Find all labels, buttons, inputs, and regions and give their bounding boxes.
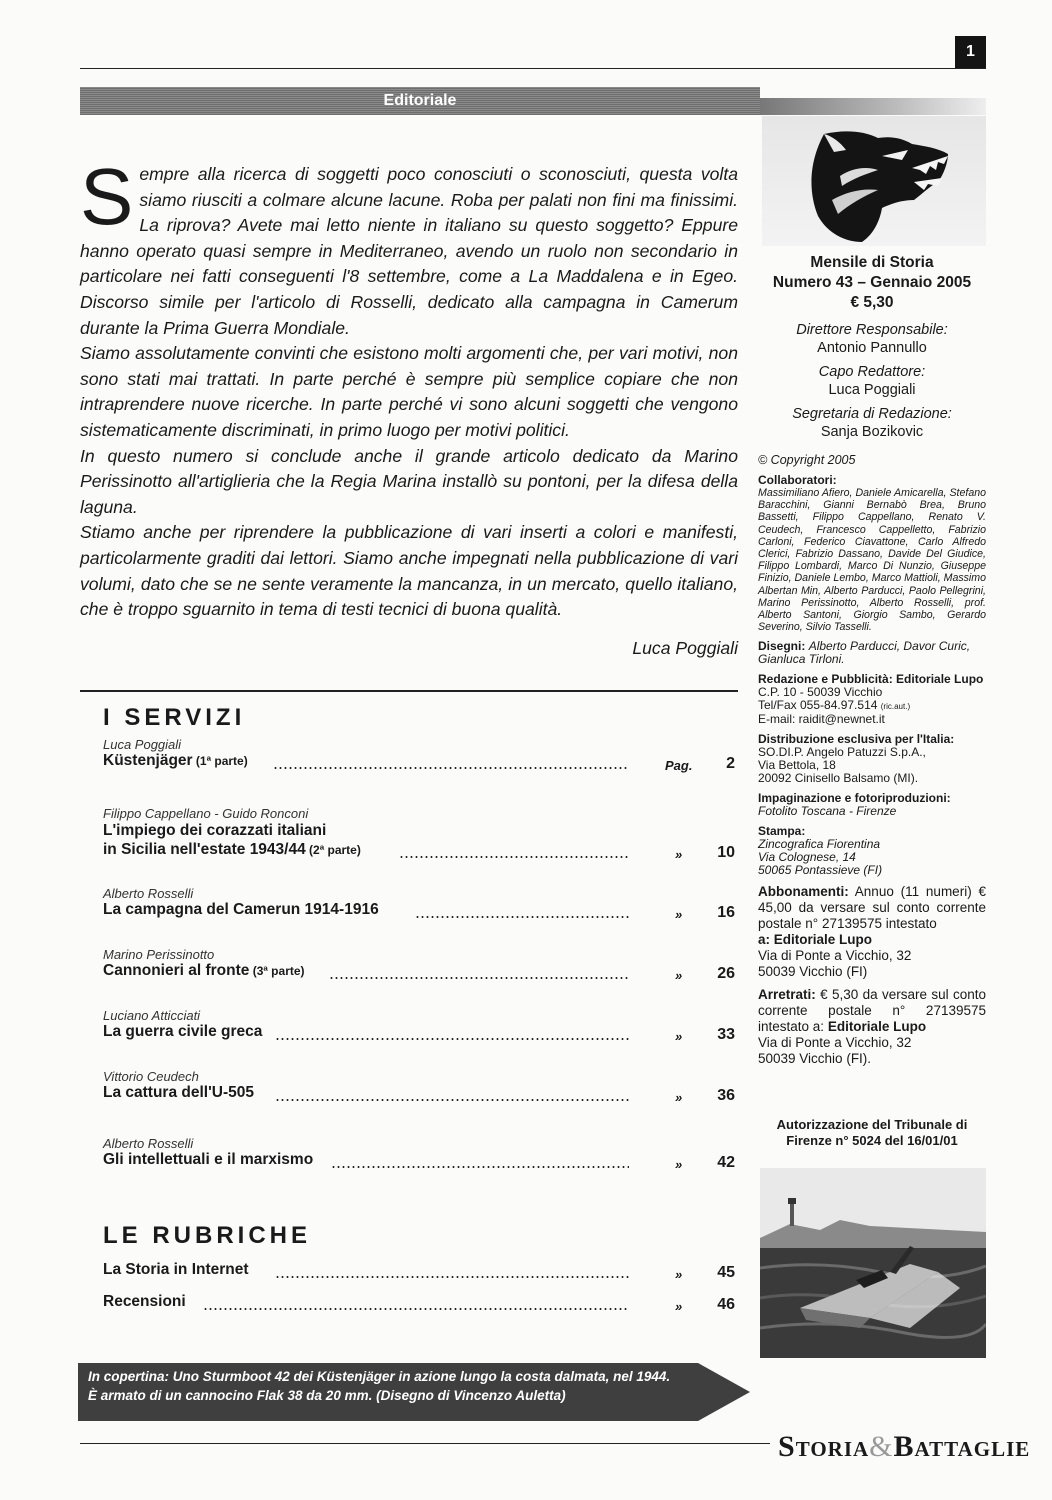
- editorial-paragraph-text: empre alla ricerca di soggetti poco conosciuti o sconosciuti, questa volta siamo riusciti a colmare alcune lacune. Roba per palati non fini ma finissimi. La riprova? Avete mai letto niente in italiano su questo soggetto? Eppure hanno operato quasi sempre in Mediterraneo, avendo un ruolo non secondario in particolare nei fatti conseguenti l'8 settembre, come a La Maddalena e in Egeo. Discorso simile per l'articolo di Rosselli, dedicato alla campagna in Camerum durante la Prima Guerra Mondiale.: [80, 164, 738, 338]
- toc-title: Küstenjäger (1ª parte): [103, 752, 248, 769]
- collaborators-list: Massimiliano Afiero, Daniele Amicarella, Stefano Baracchini, Gianni Bernabò Brea, Bruno Bassetti, Filippo Cappellano, Renato V. Ceudech, Francesco Cappelletto, Fabrizio Carloni, Federico Ciavattone, Carlo Alfredo Clerici, Fabrizio Dassano, Davide Del Giudice, Filippo Lombardi, Marco Di Nunzio, Giuseppe Finizio, Daniele Lembo, Marco Mattioli, Massimo Albertan Min, Alberto Parducci, Paolo Pellegrini, Marino Perissinotto, Alberto Rosselli, prof. Alberto Santoni, Giorgio Sambo, Gerardo Severino, Silvio Tasselli.: [758, 487, 986, 634]
- back-issues: [758, 987, 986, 1067]
- toc-page-number: 36: [717, 1087, 735, 1104]
- toc-title: La cattura dell'U-505: [103, 1084, 254, 1101]
- toc-page-number: 45: [717, 1264, 735, 1281]
- toc-marker: »: [675, 1299, 683, 1314]
- distribution-line: 20092 Cinisello Balsamo (MI).: [758, 771, 919, 786]
- toc-author: Luciano Atticciati: [103, 1008, 201, 1023]
- brand-letter: B: [893, 1430, 915, 1463]
- leader-dots: [275, 1276, 629, 1278]
- toc-title: in Sicilia nell'estate 1943/44 (2ª parte): [103, 841, 361, 858]
- toc-entry[interactable]: [103, 737, 735, 773]
- toc-marker: »: [675, 907, 683, 922]
- distribution-line: SO.DI.P. Angelo Patuzzi S.p.A.,: [758, 745, 926, 760]
- editorial-paragraph: In questo numero si conclude anche il grande articolo dedicato da Marino Perissinotto all'artiglieria che la Regia Marina installò su pontoni, per la difesa della laguna.: [80, 445, 738, 517]
- toc-entry[interactable]: [103, 1261, 735, 1282]
- toc-marker: »: [675, 1157, 683, 1172]
- subscriptions-line: 50039 Vicchio (FI): [758, 964, 868, 980]
- print-label: Stampa:: [758, 824, 806, 839]
- back-issues-text: € 5,30 da versare sul conto corrente postale n° 27139575 intestato a:: [758, 987, 986, 1035]
- toc-title: Recensioni: [103, 1293, 186, 1310]
- phone-note: (ric.aut.): [880, 702, 911, 712]
- prepress-value: Fotolito Toscana - Firenze: [758, 804, 897, 819]
- toc-entry[interactable]: [103, 1069, 735, 1105]
- toc-author: Marino Perissinotto: [103, 947, 215, 962]
- toc-page-number: 33: [717, 1026, 735, 1043]
- editorial-signature: Luca Poggiali: [632, 638, 738, 658]
- editorial-phone: Tel/Fax 055-84.97.514: [758, 698, 878, 713]
- toc-title: La campagna del Camerun 1914-1916: [103, 901, 379, 918]
- brand-logo: [778, 1430, 1031, 1464]
- toc-marker: »: [675, 1267, 683, 1282]
- prepress-label: Impaginazione e fotoriproduzioni:: [758, 791, 951, 806]
- toc-author: Filippo Cappellano - Guido Ronconi: [103, 806, 309, 821]
- toc-page-number: 2: [726, 755, 735, 772]
- staff-role: Direttore Responsabile:: [796, 322, 948, 338]
- back-issues-line: 50039 Vicchio (FI).: [758, 1051, 872, 1067]
- back-issues-recipient: Editoriale Lupo: [827, 1019, 927, 1035]
- toc-title: La Storia in Internet: [103, 1261, 249, 1278]
- print-line: Via Colognese, 14: [758, 850, 856, 865]
- issue-number: Numero 43 – Gennaio 2005: [772, 274, 972, 291]
- court-authorization: Autorizzazione del Tribunale di Firenze n° 5024 del 16/01/01: [776, 1117, 968, 1148]
- toc-page-number: 26: [717, 965, 735, 982]
- print-line: 50065 Pontassieve (FI): [758, 863, 883, 878]
- toc-page-number: 10: [717, 844, 735, 861]
- toc-marker: »: [675, 1029, 683, 1044]
- toc-marker: »: [675, 968, 683, 983]
- brand-text: TORIA: [795, 1437, 870, 1461]
- cover-illustration: [760, 1168, 986, 1358]
- editorial-address: C.P. 10 - 50039 Vicchio: [758, 685, 883, 700]
- editorial-paragraph: Siamo assolutamente convinti che esistono molti argomenti che, per vari motivi, non sono stati mai trattati. In parte perché è sempre più semplice copiare che non intraprendere nuove ricerche. In parte perché vi sono alcuni soggetti che vengono sistematicamente discriminati, in primo luogo per motivi politici.: [80, 343, 738, 440]
- toc-author: Vittorio Ceudech: [103, 1069, 199, 1084]
- bottom-rule: [80, 1443, 770, 1444]
- publisher-logo-panel: [762, 116, 986, 246]
- toc-page-number: 16: [717, 904, 735, 921]
- distribution-label: Distribuzione esclusiva per l'Italia:: [758, 732, 955, 747]
- brand-letter: S: [778, 1430, 796, 1463]
- brand-ampersand: &: [869, 1430, 894, 1463]
- staff-role: Segretaria di Redazione:: [792, 406, 952, 422]
- magazine-frequency: Mensile di Storia: [810, 254, 934, 271]
- editorial-body: [80, 152, 738, 623]
- subscriptions-recipient: a: Editoriale Lupo: [758, 932, 873, 948]
- staff-list: [762, 322, 982, 441]
- back-issues-line: Via di Ponte a Vicchio, 32: [758, 1035, 912, 1051]
- toc-page-number: 46: [717, 1296, 735, 1313]
- toc-marker: »: [675, 847, 683, 862]
- staff-name: Sanja Bozikovic: [820, 423, 924, 440]
- toc-title: Cannonieri al fronte (3ª parte): [103, 962, 305, 979]
- editorial-office: [758, 673, 986, 726]
- distribution: [758, 733, 986, 785]
- toc-entry[interactable]: [103, 806, 735, 862]
- staff-name: Antonio Pannullo: [817, 339, 927, 356]
- issue-price: € 5,30: [850, 294, 894, 311]
- back-issues-label: Arretrati:: [758, 987, 816, 1003]
- distribution-line: Via Bettola, 18: [758, 758, 836, 773]
- cover-caption: In copertina: Uno Sturmboot 42 dei Küstenjäger in azione lungo la costa dalmata, nel 1944. È armato di un cannocino Flak 38 da 20 mm. (Disegno di Vincenzo Auletta): [88, 1369, 671, 1403]
- toc-title: Gli intellettuali e il marxismo: [103, 1151, 314, 1168]
- staff-name: Luca Poggiali: [828, 381, 916, 398]
- toc-page-number: 42: [717, 1154, 735, 1171]
- leader-dots: [329, 977, 629, 979]
- prepress: [758, 792, 986, 818]
- toc-entry[interactable]: [103, 1293, 735, 1314]
- editorial-paragraph: Stiamo anche per riprendere la pubblicazione di vari inserti a colori e manifesti, particolarmente graditi dai lettori. Siamo anche impegnati nella pubblicazione di vari volumi, dato che se ne sente veramente la mancanza, in un mercato, quello italiano, che è troppo sguarnito in tema di testi tecnici di buona qualità.: [80, 522, 738, 620]
- toc-marker: Pag.: [665, 758, 693, 773]
- services-heading: I SERVIZI: [103, 704, 246, 731]
- leader-dots: [399, 856, 629, 858]
- credits: [758, 454, 986, 1074]
- subscriptions-label: Abbonamenti:: [758, 884, 849, 900]
- top-rule: [80, 68, 986, 69]
- page-number: 1: [955, 36, 986, 68]
- editorial-email[interactable]: E-mail: raidit@newnet.it: [758, 712, 885, 727]
- toc-entry[interactable]: [103, 886, 735, 922]
- editorial-first-paragraph: [80, 152, 738, 341]
- staff-role: Capo Redattore:: [818, 364, 926, 380]
- drop-cap: S: [80, 152, 134, 241]
- print-line: Zincografica Fiorentina: [758, 837, 881, 852]
- leader-dots: [275, 1038, 629, 1040]
- toc-author: Luca Poggiali: [103, 737, 182, 752]
- editorial-office-label: Redazione e Pubblicità: Editoriale Lupo: [758, 672, 984, 687]
- toc-entry[interactable]: [103, 1136, 735, 1172]
- subscriptions: [758, 884, 986, 980]
- contents-rule: [80, 690, 738, 692]
- leader-dots: [415, 916, 629, 918]
- drawings: Disegni: Alberto Parducci, Davor Curic, Gianluca Tirloni.: [758, 639, 971, 667]
- leader-dots: [203, 1308, 629, 1310]
- banner-extension: [760, 98, 986, 115]
- collaborators-label: Collaboratori:: [758, 473, 837, 487]
- toc-title: La guerra civile greca: [103, 1023, 263, 1040]
- wolf-logo-icon: [762, 116, 986, 246]
- brand-text: ATTAGLIE: [914, 1437, 1031, 1461]
- toc-entry[interactable]: [103, 1008, 735, 1044]
- leader-dots: [275, 1099, 629, 1101]
- toc-author: Alberto Rosselli: [103, 886, 194, 901]
- columns-heading: LE RUBRICHE: [103, 1222, 312, 1249]
- toc-author: Alberto Rosselli: [103, 1136, 194, 1151]
- section-label: Editoriale: [383, 92, 457, 109]
- leader-dots: [273, 767, 629, 769]
- toc-entry[interactable]: [103, 947, 735, 983]
- copyright: © Copyright 2005: [758, 453, 856, 467]
- printing: [758, 825, 986, 877]
- toc-title-line: L'impiego dei corazzati italiani: [103, 822, 327, 839]
- subscriptions-line: Via di Ponte a Vicchio, 32: [758, 948, 912, 964]
- masthead: [762, 253, 982, 313]
- toc-marker: »: [675, 1090, 683, 1105]
- leader-dots: [331, 1166, 629, 1168]
- subscriptions-text: Annuo (11 numeri) € 45,00 da versare sul conto corrente postale n° 27139575 intestato: [758, 884, 986, 932]
